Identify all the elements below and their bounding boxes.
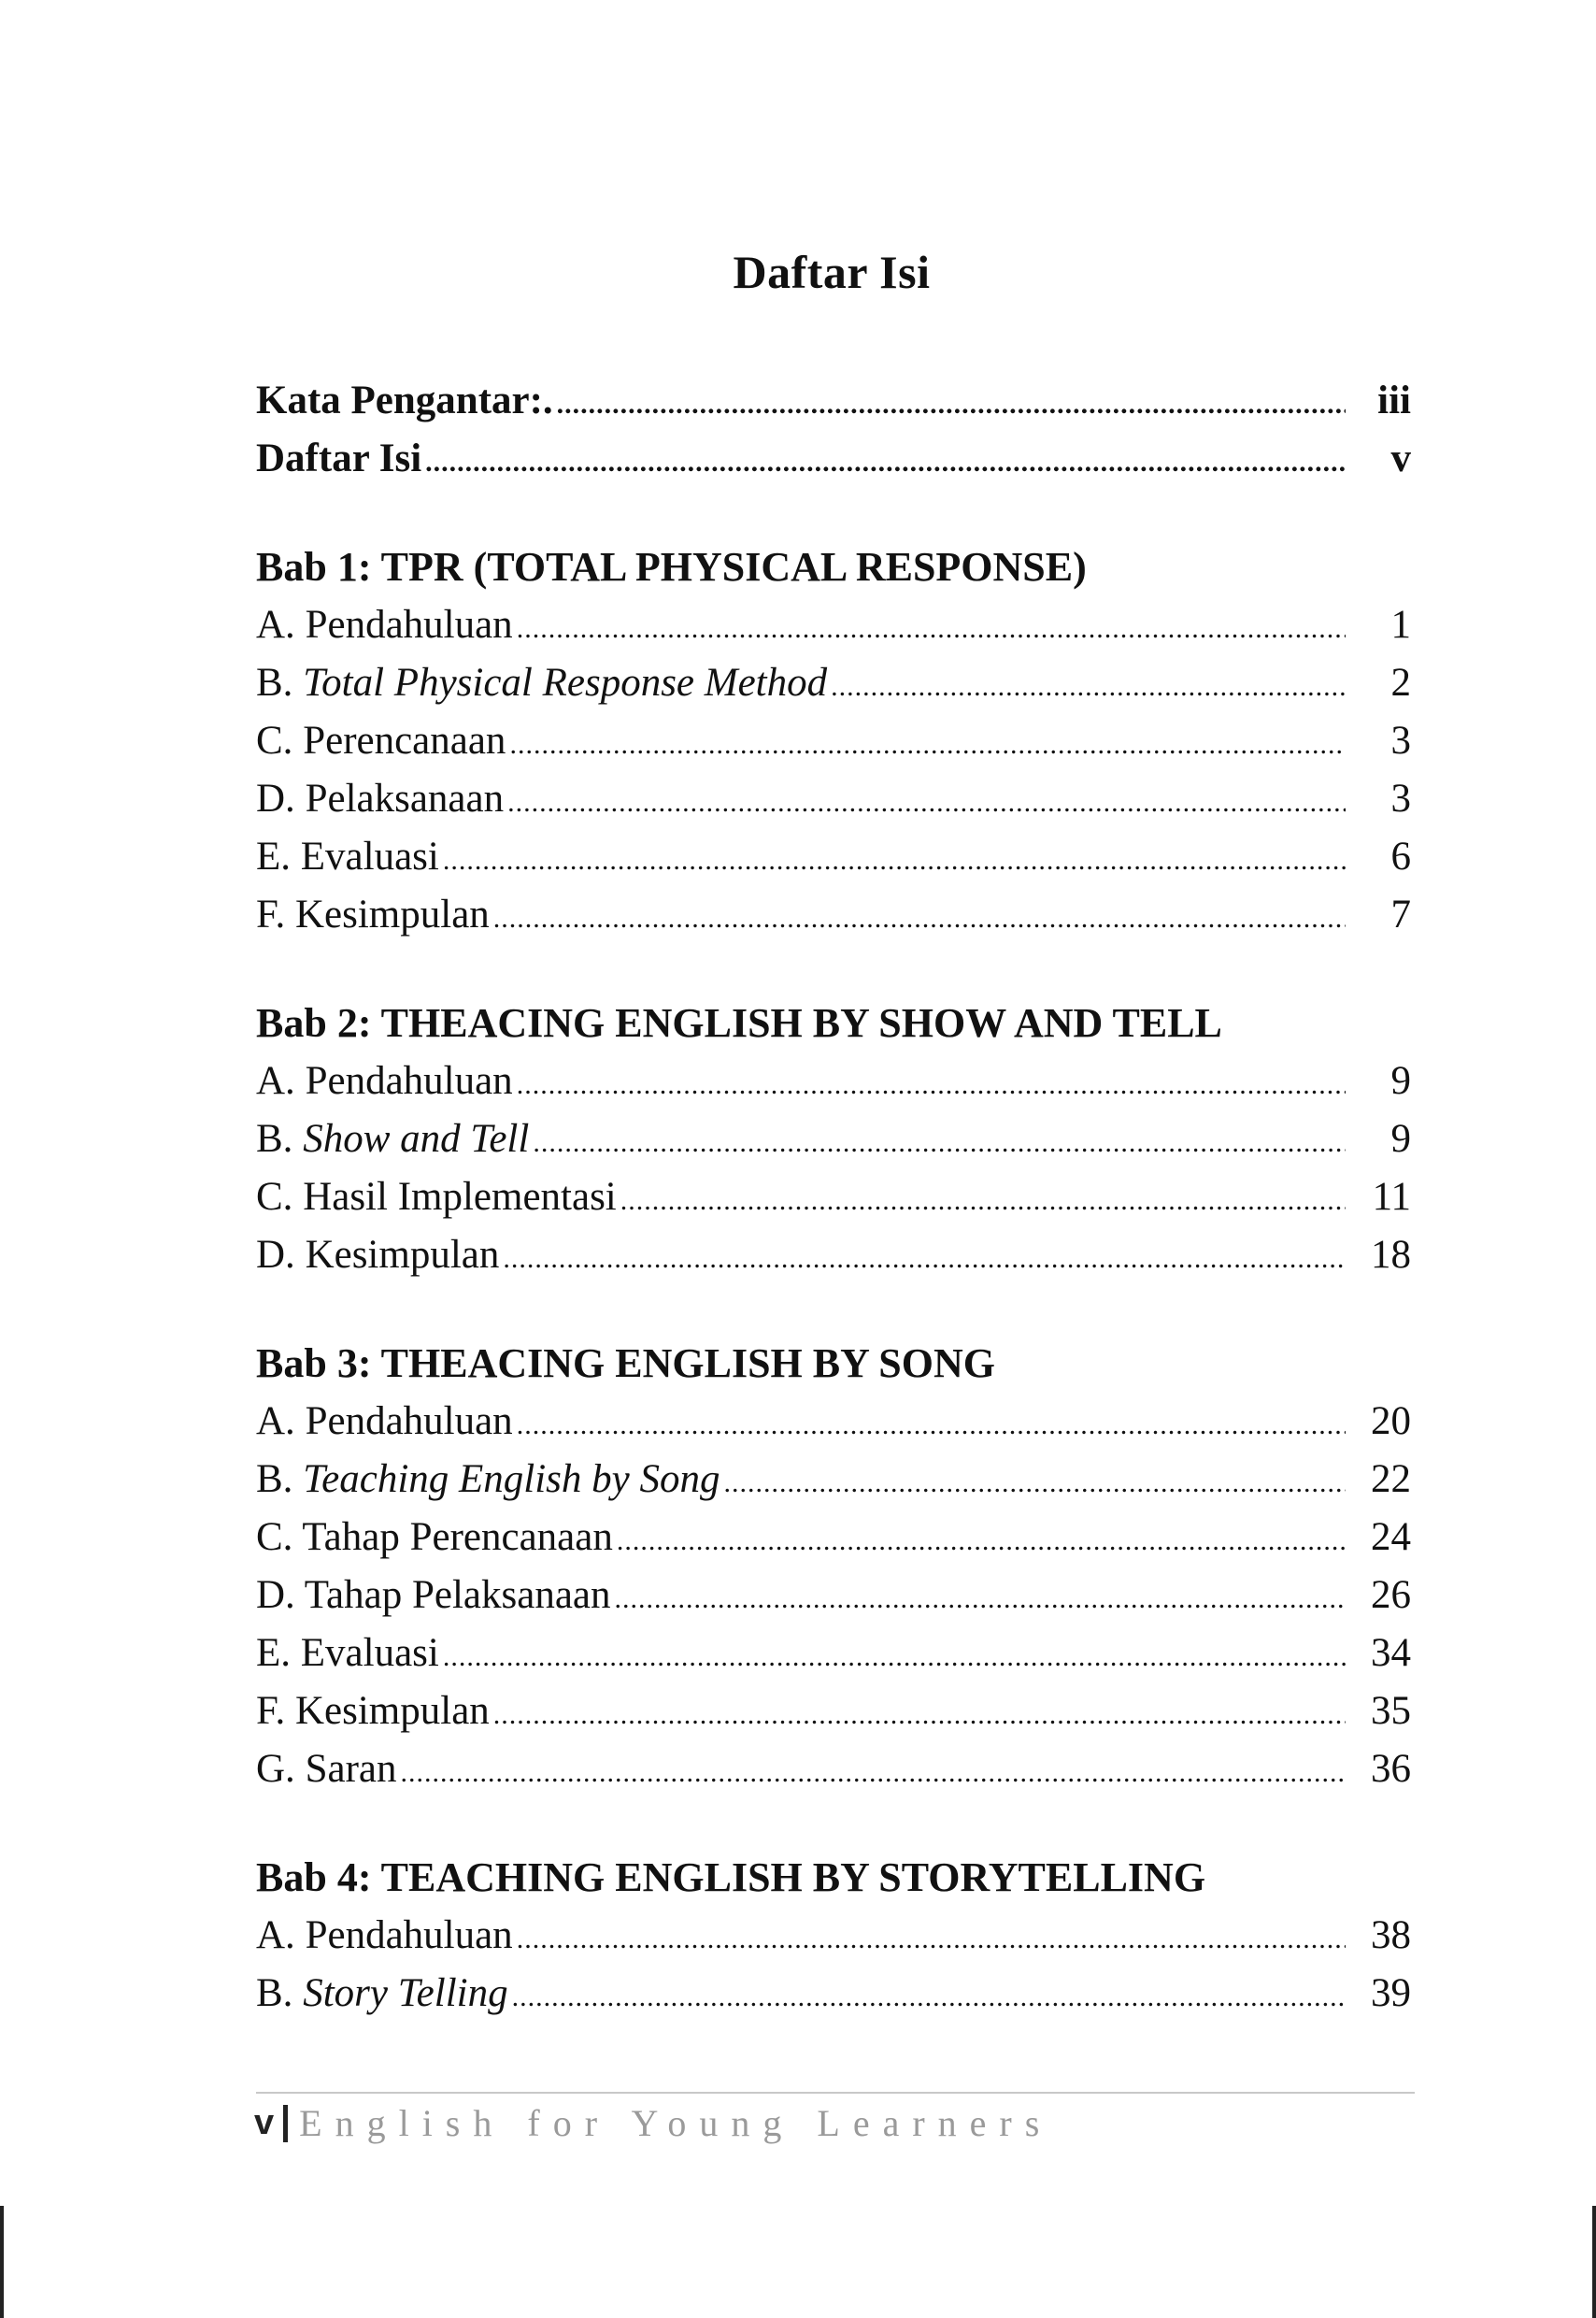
toc-entry-page: 35: [1371, 1689, 1411, 1733]
toc-entry-label: [256, 1451, 720, 1509]
page-edge-right: [1592, 2206, 1596, 2318]
dot-leader: [493, 890, 1346, 948]
toc-entry: [256, 1168, 1411, 1226]
toc-entry-title: Saran: [305, 1747, 397, 1791]
toc-entry-letter: A.: [256, 1059, 306, 1103]
toc-entry-title: Hasil Implementasi: [303, 1175, 617, 1219]
toc-entry-title: Evaluasi: [300, 835, 439, 879]
toc-entry-label: [256, 1110, 529, 1168]
footer-divider: [256, 2092, 1415, 2094]
toc-entry: [256, 1393, 1411, 1451]
toc-entry-page: 7: [1390, 893, 1411, 937]
toc-entry-label: [256, 1052, 513, 1110]
toc-entry-letter: A.: [256, 603, 306, 647]
toc-entry-title: Story Telling: [303, 1971, 508, 2015]
toc-entry-page: 20: [1371, 1399, 1411, 1443]
dot-leader: [509, 716, 1346, 774]
toc-entry-letter: A.: [256, 1399, 306, 1443]
chapter-list: [256, 538, 1411, 2023]
toc-entry-label: [256, 1907, 513, 1965]
toc-entry-letter: F.: [256, 893, 295, 937]
toc-entry-title: Kesimpulan: [294, 893, 490, 937]
toc-entry-page: 2: [1390, 661, 1411, 705]
toc-entry-letter: D.: [256, 1573, 305, 1617]
dot-leader: [507, 774, 1346, 832]
chapter-section: [256, 538, 1411, 944]
toc-entry-label: [256, 1624, 439, 1682]
toc-entry-letter: B.: [256, 661, 304, 705]
toc-entry-page: v: [1390, 436, 1411, 480]
toc-entry-page: 9: [1390, 1059, 1411, 1103]
chapter-heading: Bab 2: THEACING ENGLISH BY SHOW AND TELL: [256, 1000, 1222, 1046]
toc-entry-page: 6: [1390, 835, 1411, 879]
toc-entry-title: Pendahuluan: [305, 1059, 513, 1103]
dot-leader: [517, 1910, 1346, 1968]
toc-entry-page: iii: [1377, 379, 1411, 422]
toc-entry-page: 3: [1390, 777, 1411, 821]
toc-entry-letter: B.: [256, 1457, 304, 1501]
toc-entry-label: [256, 654, 827, 712]
page-title: Daftar Isi: [733, 246, 931, 298]
dot-leader: [443, 1628, 1346, 1686]
toc-entry-label: Daftar Isi: [256, 436, 422, 480]
toc-entry-letter: G.: [256, 1747, 306, 1791]
toc-entry: [256, 1624, 1411, 1682]
toc-entry-letter: F.: [256, 1689, 295, 1733]
toc-entry-page: 26: [1371, 1573, 1411, 1617]
toc-entry-daftar-isi: [256, 430, 1411, 488]
dot-leader: [493, 1686, 1346, 1744]
toc-entry-kata-pengantar: [256, 372, 1411, 430]
table-of-contents: [256, 372, 1411, 2023]
toc-entry: [256, 712, 1411, 770]
toc-entry-title: Perencanaan: [303, 719, 506, 763]
dot-leader: [557, 376, 1346, 434]
toc-entry-label: [256, 886, 490, 944]
toc-entry-label: [256, 1567, 611, 1624]
toc-entry-label: [256, 1682, 490, 1740]
toc-entry-label: [256, 1393, 513, 1451]
chapter-section: [256, 1849, 1411, 2023]
toc-entry-label: [256, 828, 439, 886]
toc-entry: [256, 1567, 1411, 1624]
toc-entry-title: Kesimpulan: [305, 1233, 500, 1277]
toc-entry-page: 36: [1371, 1747, 1411, 1791]
toc-entry-label: [256, 1740, 396, 1798]
toc-entry-title: Pendahuluan: [305, 1913, 513, 1957]
toc-entry: [256, 1052, 1411, 1110]
toc-entry-letter: D.: [256, 1233, 306, 1277]
toc-entry: [256, 1907, 1411, 1965]
dot-leader: [620, 1172, 1346, 1230]
toc-entry: [256, 1226, 1411, 1284]
toc-entry-page: 24: [1371, 1515, 1411, 1559]
page-edge-left: [0, 2206, 4, 2318]
page-footer: [254, 2101, 1052, 2145]
toc-entry: [256, 886, 1411, 944]
dot-leader: [517, 1056, 1346, 1114]
dot-leader: [724, 1454, 1346, 1512]
toc-entry: [256, 1965, 1411, 2023]
toc-entry-label: [256, 596, 513, 654]
toc-entry-label: [256, 1226, 499, 1284]
running-title: English for Young Learners: [299, 2102, 1053, 2144]
toc-entry-title: Pendahuluan: [305, 1399, 513, 1443]
toc-entry: [256, 1509, 1411, 1567]
footer-separator: [283, 2105, 288, 2142]
toc-entry: [256, 770, 1411, 828]
toc-entry-page: 22: [1371, 1457, 1411, 1501]
toc-entry-page: 34: [1371, 1631, 1411, 1675]
toc-entry-label: [256, 712, 506, 770]
toc-entry: [256, 828, 1411, 886]
dot-leader: [425, 434, 1346, 492]
toc-entry: [256, 654, 1411, 712]
toc-entry-letter: C.: [256, 1515, 303, 1559]
toc-entry: [256, 1740, 1411, 1798]
toc-entry-title: Tahap Pelaksanaan: [304, 1573, 611, 1617]
chapter-heading: Bab 3: THEACING ENGLISH BY SONG: [256, 1340, 995, 1386]
toc-entry-label: Kata Pengantar:.: [256, 379, 553, 422]
dot-leader: [512, 1968, 1346, 2026]
toc-entry-page: 38: [1371, 1913, 1411, 1957]
toc-entry-page: 9: [1390, 1117, 1411, 1161]
toc-entry-title: Show and Tell: [303, 1117, 530, 1161]
toc-entry-label: [256, 1168, 617, 1226]
toc-entry-letter: C.: [256, 1175, 304, 1219]
page-number: v: [254, 2103, 275, 2142]
toc-entry-page: 11: [1372, 1175, 1411, 1219]
toc-entry-title: Tahap Perencanaan: [302, 1515, 613, 1559]
toc-entry: [256, 1682, 1411, 1740]
toc-entry-page: 18: [1371, 1233, 1411, 1277]
toc-entry-letter: B.: [256, 1971, 304, 2015]
dot-leader: [831, 658, 1346, 716]
toc-entry: [256, 1110, 1411, 1168]
dot-leader: [533, 1114, 1346, 1172]
chapter-heading: Bab 1: TPR (TOTAL PHYSICAL RESPONSE): [256, 544, 1087, 590]
toc-entry-label: [256, 1509, 613, 1567]
chapter-section: [256, 994, 1411, 1284]
dot-leader: [517, 1396, 1346, 1454]
dot-leader: [615, 1570, 1347, 1628]
chapter-section: [256, 1335, 1411, 1798]
toc-entry-letter: E.: [256, 835, 301, 879]
chapter-heading: Bab 4: TEACHING ENGLISH BY STORYTELLING: [256, 1854, 1206, 1900]
dot-leader: [503, 1230, 1346, 1288]
toc-entry-letter: C.: [256, 719, 304, 763]
toc-entry-letter: E.: [256, 1631, 301, 1675]
toc-entry-title: Kesimpulan: [294, 1689, 490, 1733]
toc-entry-letter: D.: [256, 777, 306, 821]
toc-entry: [256, 596, 1411, 654]
toc-entry-title: Teaching English by Song: [303, 1457, 720, 1501]
dot-leader: [400, 1744, 1346, 1802]
toc-entry-page: 3: [1390, 719, 1411, 763]
dot-leader: [517, 600, 1346, 658]
toc-entry-letter: A.: [256, 1913, 306, 1957]
toc-entry-title: Pelaksanaan: [305, 777, 505, 821]
dot-leader: [617, 1512, 1346, 1570]
toc-entry-title: Total Physical Response Method: [303, 661, 828, 705]
toc-entry-page: 1: [1390, 603, 1411, 647]
toc-entry-title: Evaluasi: [300, 1631, 439, 1675]
toc-entry-letter: B.: [256, 1117, 304, 1161]
toc-entry-title: Pendahuluan: [305, 603, 513, 647]
toc-entry-label: [256, 1965, 508, 2023]
toc-entry: [256, 1451, 1411, 1509]
toc-entry-page: 39: [1371, 1971, 1411, 2015]
dot-leader: [443, 832, 1346, 890]
toc-entry-label: [256, 770, 504, 828]
